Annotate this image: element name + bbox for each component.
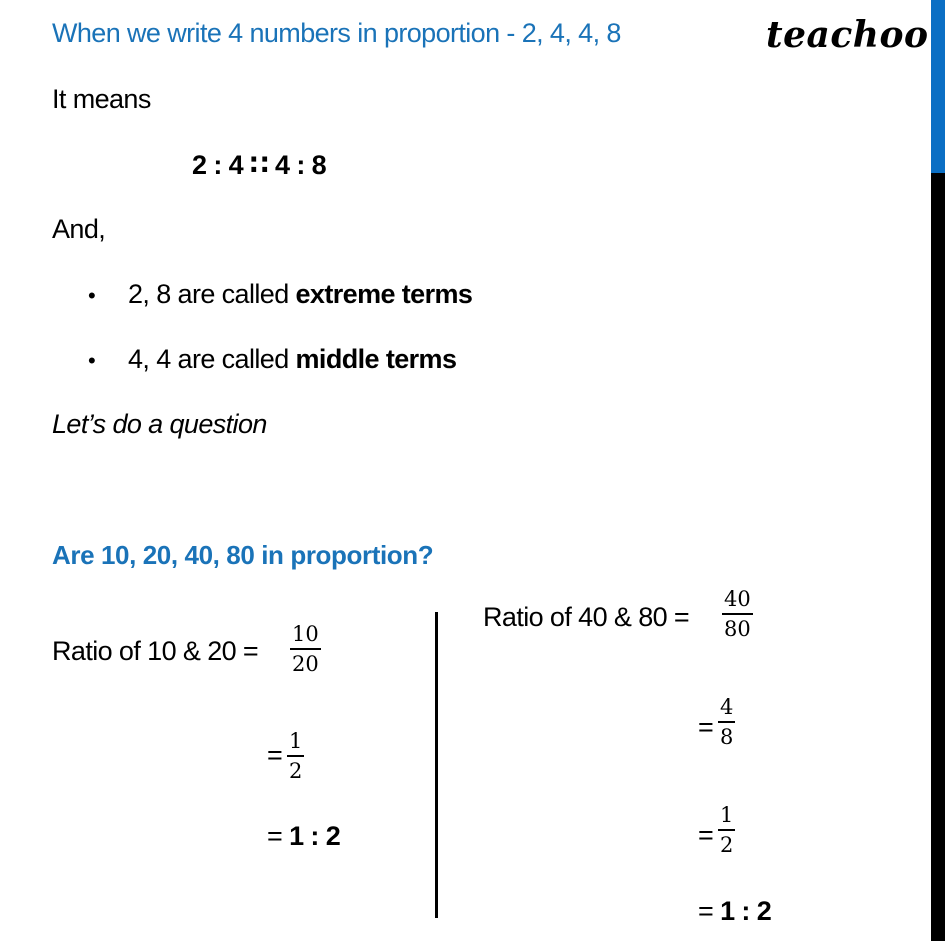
bullet-middle-terms xyxy=(128,344,456,375)
numerator: 1 xyxy=(289,729,303,753)
numerator: 1 xyxy=(720,803,734,827)
equals-sign: = xyxy=(267,821,283,851)
denominator: 2 xyxy=(289,759,303,783)
left-result-ratio: 1 : 2 xyxy=(289,821,341,851)
left-result xyxy=(267,821,340,852)
and-text: And, xyxy=(52,214,106,244)
left-fraction-1-2 xyxy=(287,731,304,782)
numerator: 10 xyxy=(292,622,319,646)
bullet-bold-term: extreme terms xyxy=(295,279,473,309)
question-heading: Are 10, 20, 40, 80 in proportion? xyxy=(52,540,434,570)
proportion-expression: 2 : 4 ∷ 4 : 8 xyxy=(192,150,327,180)
lets-do-question-text: Let’s do a question xyxy=(52,409,267,439)
bullet-bold-term: middle terms xyxy=(295,344,457,374)
bullet-text: 2, 8 are called xyxy=(128,279,296,309)
numerator: 40 xyxy=(724,587,751,611)
equals-sign: = xyxy=(698,896,714,926)
right-fraction-4-8 xyxy=(718,697,735,748)
right-fraction-40-80 xyxy=(722,589,753,640)
left-fraction-10-20 xyxy=(290,624,321,675)
right-equals-sign: = xyxy=(698,820,714,850)
column-divider xyxy=(435,612,438,918)
bullet-dot: • xyxy=(88,283,96,308)
bullet-text: 4, 4 are called xyxy=(128,344,296,374)
right-result xyxy=(698,896,771,927)
side-accent-bar-black xyxy=(931,173,945,941)
denominator: 20 xyxy=(292,652,319,676)
denominator: 2 xyxy=(720,833,734,857)
denominator: 8 xyxy=(720,725,734,749)
side-accent-bar-blue xyxy=(931,0,945,173)
left-equals-sign: = xyxy=(267,740,283,770)
bullet-dot: • xyxy=(88,348,96,373)
slide-heading: When we write 4 numbers in proportion - 2, 4, 4, 8 xyxy=(52,18,621,48)
right-equals-sign: = xyxy=(698,712,714,742)
right-ratio-label: Ratio of 40 & 80 = xyxy=(483,602,690,632)
right-fraction-1-2 xyxy=(718,805,735,856)
teachoo-logo: teachoo xyxy=(766,14,929,56)
it-means-text: It means xyxy=(52,84,151,114)
left-ratio-label: Ratio of 10 & 20 = xyxy=(52,636,259,666)
numerator: 4 xyxy=(720,695,734,719)
denominator: 80 xyxy=(724,617,751,641)
bullet-extreme-terms xyxy=(128,279,472,310)
right-result-ratio: 1 : 2 xyxy=(720,896,772,926)
